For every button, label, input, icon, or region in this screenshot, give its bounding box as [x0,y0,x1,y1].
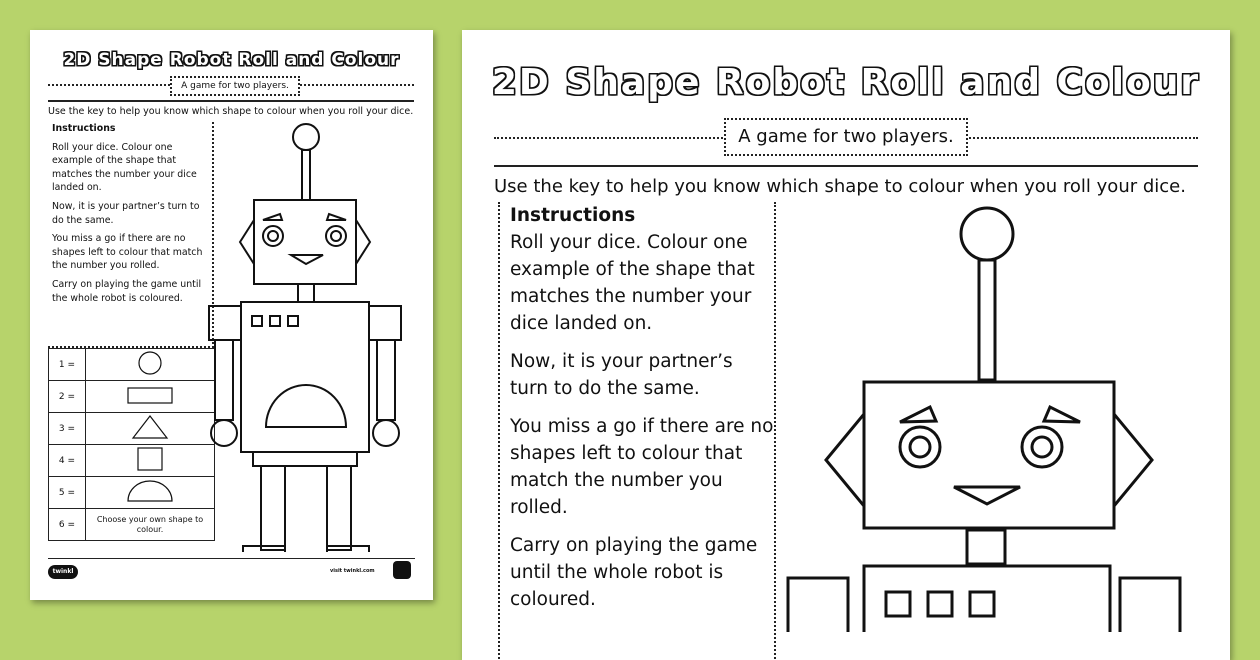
header-rule [494,165,1198,167]
key-instruction: Use the key to help you know which shape to colour when you roll your dice. [494,176,1186,197]
worksheet-title: 2D Shape Robot Roll and Colour [63,50,400,70]
instruction-step: Roll your dice. Colour one example of the shape that matches the number your dice landed on. [510,232,755,334]
worksheet-preview-small [30,30,433,600]
triangle-icon [86,413,215,445]
key-number: 4 = [49,445,86,477]
key-row [49,349,215,381]
key-number: 5 = [49,477,86,509]
key-number: 2 = [49,381,86,413]
key-row [49,413,215,445]
key-row [49,445,215,477]
twinkl-badge-icon [393,561,411,579]
key-number: 3 = [49,413,86,445]
robot-illustration [198,122,418,552]
instruction-step: Carry on playing the game until the whole robot is coloured. [52,278,202,304]
footer-rule [48,558,415,559]
square-icon [86,445,215,477]
instructions-heading: Instructions [510,205,636,226]
key-row [49,509,215,541]
worksheet-title: 2D Shape Robot Roll and Colour [491,62,1201,103]
rectangle-icon [86,381,215,413]
twinkl-logo: twinkl [48,565,78,579]
key-row [49,477,215,509]
instructions-box [48,122,214,348]
key-choice-text: Choose your own shape to colour. [86,509,215,541]
instructions-heading: Instructions [52,123,116,134]
instructions-box [498,202,776,660]
key-instruction: Use the key to help you know which shape to colour when you roll your dice. [48,106,414,117]
circle-icon [86,349,215,381]
worksheet-preview-large [462,30,1230,660]
key-row [49,381,215,413]
instruction-step: You miss a go if there are no shapes left to colour that match the number you rolled. [510,416,774,518]
robot-illustration [780,202,1220,632]
instruction-step: You miss a go if there are no shapes left to colour that match the number you rolled. [52,233,203,272]
key-number: 1 = [49,349,86,381]
instruction-step: Roll your dice. Colour one example of the shape that matches the number your dice landed on. [52,141,197,194]
footer-visit-text: visit twinkl.com [330,568,375,574]
header-rule [48,100,414,102]
key-number: 6 = [49,509,86,541]
semicircle-icon [86,477,215,509]
subtitle-box: A game for two players. [724,118,968,156]
shape-key-table [48,348,215,541]
instruction-step: Carry on playing the game until the whole robot is coloured. [510,535,758,610]
subtitle-box: A game for two players. [170,76,300,96]
instruction-step: Now, it is your partner’s turn to do the same. [510,351,733,399]
instruction-step: Now, it is your partner’s turn to do the same. [52,200,200,226]
